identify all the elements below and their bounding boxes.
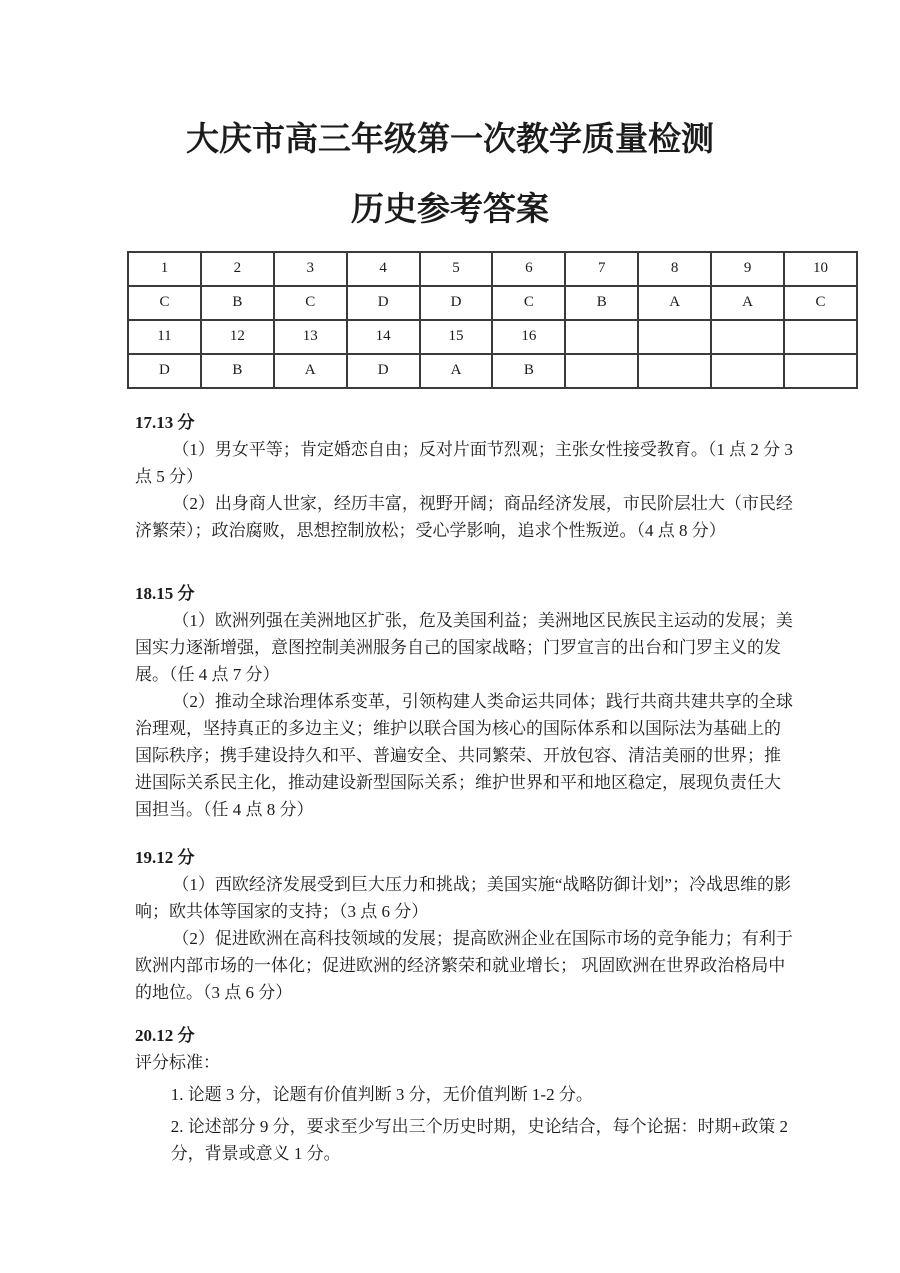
q20-scoring-item-2: 2. 论述部分 9 分，要求至少写出三个历史时期，史论结合，每个论据：时期+政策 2 分，背景或意义 1 分。 (170, 1116, 789, 1163)
answer-table-cell (638, 354, 711, 388)
answer-table-cell: 7 (565, 252, 638, 286)
answer-table-cell: 16 (492, 320, 565, 354)
answer-table-cell: 15 (420, 320, 493, 354)
answer-table-cell: B (201, 354, 274, 388)
answer-table-cell (784, 354, 857, 388)
answer-table-cell: B (565, 286, 638, 320)
section-q20 (135, 1022, 793, 1167)
answer-table-cell: B (492, 354, 565, 388)
answer-table-cell: C (128, 286, 201, 320)
answer-table (127, 251, 858, 389)
q20-heading: 20.12 分 (135, 1025, 195, 1045)
answer-table-cell: A (274, 354, 347, 388)
answer-table-cell: C (784, 286, 857, 320)
answer-table-cell: 8 (638, 252, 711, 286)
answer-table-cell: 4 (347, 252, 420, 286)
q18-answer-part2: （2）推动全球治理体系变革，引领构建人类命运共同体；践行共商共建共享的全球治理观，坚持真正的多边主义；维护以联合国为核心的国际体系和以国际法为基础上的国际秩序；携手建设持久和平、普遍安全、共同繁荣、开放包容、清洁美丽的世界；推进国际关系民主化，推动建设新型国际关系；维护世界和平和地区稳定，展现负责任大国担当。（任 4 点 8 分） (135, 691, 793, 819)
answer-table-cell: 6 (492, 252, 565, 286)
answer-table-cell: 11 (128, 320, 201, 354)
section-q17 (135, 409, 793, 544)
q19-heading: 19.12 分 (135, 847, 195, 867)
answer-table-cell: A (638, 286, 711, 320)
answer-table-cell: 13 (274, 320, 347, 354)
answer-table-cell: D (347, 286, 420, 320)
section-q19 (135, 844, 793, 1006)
q19-answer-part1: （1）西欧经济发展受到巨大压力和挑战；美国实施“战略防御计划”；冷战思维的影响；欧共体等国家的支持；（3 点 6 分） (135, 874, 791, 921)
answer-table-cell: A (420, 354, 493, 388)
answer-table-cell (638, 320, 711, 354)
answer-table-cell (711, 354, 784, 388)
answer-table-row (128, 354, 857, 388)
answer-table-cell: B (201, 286, 274, 320)
answer-table-cell: C (492, 286, 565, 320)
q20-scoring-item-1: 1. 论题 3 分，论题有价值判断 3 分，无价值判断 1-2 分。 (170, 1084, 593, 1104)
answer-table-cell: 10 (784, 252, 857, 286)
page-title: 大庆市高三年级第一次教学质量检测 (186, 122, 714, 158)
answer-table-cell: 1 (128, 252, 201, 286)
q18-heading: 18.15 分 (135, 583, 195, 603)
q20-scoring-label: 评分标准： (135, 1052, 220, 1072)
page-subtitle: 历史参考答案 (351, 192, 549, 229)
answer-table-cell: 9 (711, 252, 784, 286)
answer-table-cell (565, 354, 638, 388)
answer-table-row (128, 252, 857, 286)
answer-table-cell (784, 320, 857, 354)
answer-table-cell: C (274, 286, 347, 320)
answer-table-cell: A (711, 286, 784, 320)
q17-heading: 17.13 分 (135, 412, 195, 432)
answer-table-cell: 2 (201, 252, 274, 286)
q19-answer-part2: （2）促进欧洲在高科技领域的发展；提高欧洲企业在国际市场的竞争能力；有利于欧洲内部市场的一体化；促进欧洲的经济繁荣和就业增长； 巩固欧洲在世界政治格局中的地位。（3 点 6 分） (135, 928, 793, 1002)
answer-table-cell: D (347, 354, 420, 388)
answers-body (135, 409, 793, 1167)
answer-table-cell: D (128, 354, 201, 388)
q17-answer-part2: （2）出身商人世家，经历丰富，视野开阔；商品经济发展，市民阶层壮大（市民经济繁荣）；政治腐败，思想控制放松；受心学影响，追求个性叛逆。（4 点 8 分） (135, 493, 793, 540)
answer-table-cell (565, 320, 638, 354)
answer-table-row (128, 320, 857, 354)
answer-table-cell (711, 320, 784, 354)
answer-table-cell: 3 (274, 252, 347, 286)
answer-table-cell: 12 (201, 320, 274, 354)
section-q18 (135, 580, 793, 823)
answer-table-row (128, 286, 857, 320)
q17-answer-part1: （1）男女平等；肯定婚恋自由；反对片面节烈观；主张女性接受教育。（1 点 2 分 3 点 5 分） (135, 439, 793, 486)
answer-table-cell: 14 (347, 320, 420, 354)
answer-table-cell: 5 (420, 252, 493, 286)
answer-table-cell: D (420, 286, 493, 320)
q18-answer-part1: （1）欧洲列强在美洲地区扩张，危及美国利益；美洲地区民族民主运动的发展；美国实力逐渐增强，意图控制美洲服务自己的国家战略；门罗宣言的出台和门罗主义的发展。（任 4 点 7 分） (135, 610, 793, 684)
